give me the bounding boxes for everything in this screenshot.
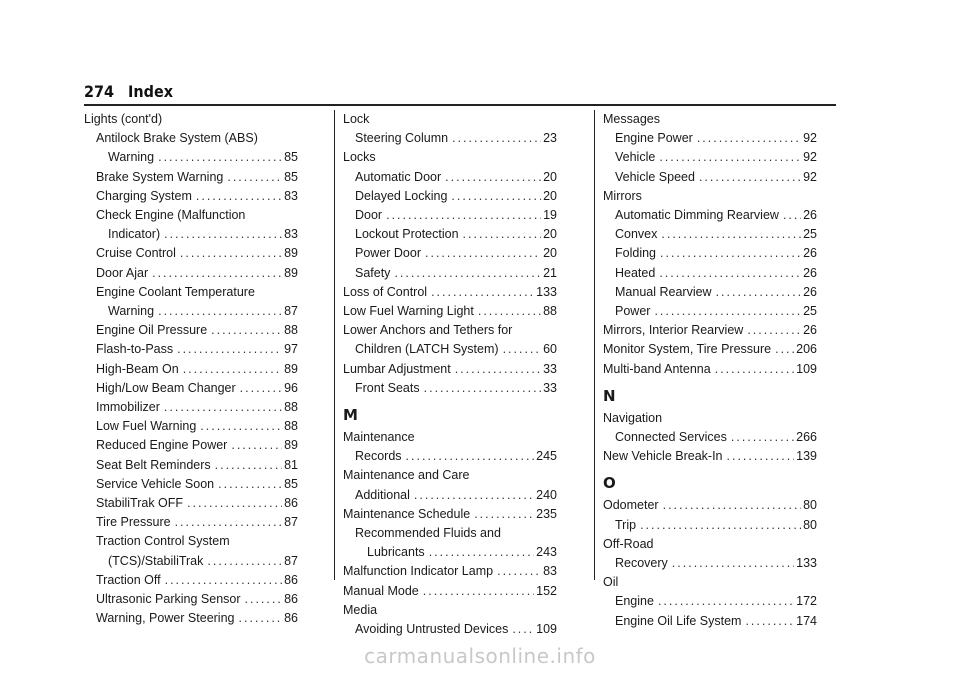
index-column-2: [343, 110, 557, 639]
entry-label: Low Fuel Warning: [96, 419, 197, 434]
entry-page-number: 26: [803, 323, 817, 338]
entry-page-number: 88: [284, 323, 298, 338]
column-divider: [594, 110, 595, 580]
entry-label: Odometer: [603, 498, 659, 513]
entry-page-number: 80: [803, 517, 817, 532]
entry-page-number: 92: [803, 131, 817, 146]
dot-leader: [175, 513, 283, 532]
entry-page-number: 89: [284, 246, 298, 261]
index-entry[interactable]: [84, 417, 298, 436]
index-entry[interactable]: [603, 360, 817, 379]
dot-leader: [658, 592, 794, 611]
entry-page-number: 20: [543, 246, 557, 261]
index-entry[interactable]: [603, 206, 817, 225]
dot-leader: [152, 264, 282, 283]
index-entry[interactable]: [603, 129, 817, 148]
entry-label: Flash-to-Pass: [96, 342, 174, 357]
dot-leader: [211, 321, 282, 340]
dot-leader: [663, 496, 802, 515]
index-entry[interactable]: [343, 379, 557, 398]
entry-label: Malfunction Indicator Lamp: [343, 564, 494, 579]
entry-label: Records: [355, 449, 402, 464]
dot-leader: [451, 187, 541, 206]
entry-page-number: 88: [284, 400, 298, 415]
index-heading: Maintenance and Care: [343, 468, 470, 483]
entry-page-number: 245: [536, 449, 557, 464]
entry-page-number: 20: [543, 227, 557, 242]
index-entry[interactable]: [603, 168, 817, 187]
dot-leader: [231, 436, 282, 455]
index-entry[interactable]: [84, 590, 298, 609]
index-heading: Check Engine (Malfunction: [96, 208, 246, 223]
page-header: [84, 82, 173, 101]
entry-label: Manual Rearview: [615, 284, 712, 299]
entry-label: Charging System: [96, 188, 192, 203]
dot-leader: [183, 360, 282, 379]
entry-label: Power: [615, 304, 651, 319]
index-column-3: [603, 110, 817, 631]
entry-label: Vehicle Speed: [615, 169, 695, 184]
dot-leader: [386, 206, 541, 225]
entry-label: Connected Services: [615, 430, 727, 445]
entry-page-number: 89: [284, 265, 298, 280]
entry-page-number: 83: [284, 188, 298, 203]
entry-page-number: 88: [543, 304, 557, 319]
index-heading: Media: [343, 602, 378, 617]
entry-page-number: 19: [543, 208, 557, 223]
dot-leader: [187, 494, 282, 513]
entry-label: Manual Mode: [343, 583, 419, 598]
entry-label: Traction Off: [96, 572, 161, 587]
entry-label: Trip: [615, 517, 637, 532]
index-entry[interactable]: [343, 283, 557, 302]
index-heading: Lights (cont'd): [84, 112, 163, 126]
index-entry[interactable]: [84, 513, 298, 532]
watermark: carmanualsonline.info: [364, 644, 596, 668]
dot-leader: [503, 340, 542, 359]
entry-page-number: 89: [284, 361, 298, 376]
dot-leader: [452, 129, 541, 148]
index-entry[interactable]: [84, 494, 298, 513]
dot-leader: [158, 302, 282, 321]
index-entry[interactable]: [603, 447, 817, 466]
index-entry[interactable]: [84, 552, 298, 571]
entry-label: Indicator): [108, 227, 161, 242]
entry-page-number: 96: [284, 380, 298, 395]
index-entry[interactable]: [343, 244, 557, 263]
dot-leader: [165, 571, 282, 590]
page-number: 274: [84, 82, 115, 101]
entry-page-number: 85: [284, 476, 298, 491]
entry-label: Warning, Power Steering: [96, 611, 235, 626]
dot-leader: [239, 609, 283, 628]
dot-leader: [431, 283, 534, 302]
entry-label: Mirrors, Interior Rearview: [603, 323, 744, 338]
index-entry[interactable]: [603, 225, 817, 244]
entry-page-number: 86: [284, 496, 298, 511]
index-entry[interactable]: [84, 571, 298, 590]
dot-leader: [207, 552, 282, 571]
entry-page-number: 86: [284, 572, 298, 587]
entry-label: Multi-band Antenna: [603, 361, 711, 376]
entry-page-number: 235: [536, 506, 557, 521]
entry-label: Vehicle: [615, 150, 656, 165]
entry-label: Immobilizer: [96, 400, 160, 415]
index-heading: Recommended Fluids and: [355, 526, 501, 541]
dot-leader: [158, 148, 282, 167]
index-entry[interactable]: [343, 505, 557, 524]
entry-page-number: 80: [803, 498, 817, 513]
entry-label: Lumbar Adjustment: [343, 361, 451, 376]
entry-page-number: 87: [284, 553, 298, 568]
dot-leader: [424, 379, 541, 398]
entry-label: Automatic Door: [355, 169, 442, 184]
entry-page-number: 26: [803, 265, 817, 280]
entry-page-number: 92: [803, 169, 817, 184]
entry-label: Children (LATCH System): [355, 342, 499, 357]
dot-leader: [429, 543, 534, 562]
entry-label: StabiliTrak OFF: [96, 496, 184, 511]
entry-page-number: 266: [796, 430, 817, 445]
index-heading: Lower Anchors and Tethers for: [343, 323, 513, 338]
entry-label: Automatic Dimming Rearview: [615, 208, 779, 223]
entry-label: High-Beam On: [96, 361, 179, 376]
entry-page-number: 152: [536, 583, 557, 598]
entry-label: Seat Belt Reminders: [96, 457, 211, 472]
entry-label: Heated: [615, 265, 656, 280]
dot-leader: [478, 302, 541, 321]
index-entry[interactable]: [84, 609, 298, 628]
index-entry[interactable]: [603, 148, 817, 167]
dot-leader: [745, 612, 794, 631]
entry-page-number: 87: [284, 304, 298, 319]
entry-page-number: 206: [796, 342, 817, 357]
index-entry[interactable]: [84, 436, 298, 455]
dot-leader: [727, 447, 795, 466]
index-entry[interactable]: [84, 456, 298, 475]
entry-page-number: 20: [543, 188, 557, 203]
dot-leader: [474, 505, 534, 524]
entry-page-number: 86: [284, 611, 298, 626]
entry-page-number: 92: [803, 150, 817, 165]
index-entry[interactable]: [343, 447, 557, 466]
entry-page-number: 133: [796, 556, 817, 571]
index-entry[interactable]: [603, 516, 817, 535]
index-entry[interactable]: [84, 244, 298, 263]
section-letter: N: [603, 386, 616, 405]
entry-label: Engine Oil Life System: [615, 613, 742, 628]
index-entry[interactable]: [84, 168, 298, 187]
index-entry[interactable]: [343, 187, 557, 206]
dot-leader: [775, 340, 794, 359]
index-entry[interactable]: [84, 379, 298, 398]
index-entry[interactable]: [603, 321, 817, 340]
dot-leader: [715, 360, 794, 379]
index-entry[interactable]: [343, 129, 557, 148]
entry-page-number: 85: [284, 150, 298, 165]
dot-leader: [196, 187, 282, 206]
entry-page-number: 133: [536, 284, 557, 299]
dot-leader: [716, 283, 802, 302]
dot-leader: [659, 148, 801, 167]
dot-leader: [177, 340, 282, 359]
dot-leader: [200, 417, 282, 436]
dot-leader: [423, 582, 534, 601]
index-heading: Oil: [603, 575, 619, 590]
entry-page-number: 174: [796, 613, 817, 628]
dot-leader: [661, 225, 801, 244]
entry-label: Convex: [615, 227, 658, 242]
index-entry[interactable]: [603, 302, 817, 321]
entry-label: Folding: [615, 246, 656, 261]
dot-leader: [227, 168, 282, 187]
index-entry[interactable]: [84, 360, 298, 379]
entry-page-number: 89: [284, 438, 298, 453]
index-heading: Antilock Brake System (ABS): [96, 131, 258, 146]
entry-label: Engine Power: [615, 131, 693, 146]
entry-label: Lubricants: [367, 545, 425, 560]
entry-label: High/Low Beam Changer: [96, 380, 236, 395]
dot-leader: [731, 428, 794, 447]
entry-label: New Vehicle Break-In: [603, 449, 723, 464]
dot-leader: [406, 447, 535, 466]
entry-label: Service Vehicle Soon: [96, 476, 215, 491]
index-entry[interactable]: [343, 206, 557, 225]
entry-label: Loss of Control: [343, 284, 428, 299]
index-entry[interactable]: [84, 148, 298, 167]
entry-label: Steering Column: [355, 131, 449, 146]
entry-page-number: 26: [803, 246, 817, 261]
section-letter: M: [343, 406, 358, 425]
index-heading: Maintenance: [343, 430, 415, 445]
entry-page-number: 85: [284, 169, 298, 184]
dot-leader: [660, 244, 801, 263]
index-entry[interactable]: [343, 360, 557, 379]
entry-label: Delayed Locking: [355, 188, 448, 203]
index-entry[interactable]: [603, 283, 817, 302]
index-entry[interactable]: [343, 620, 557, 639]
index-entry[interactable]: [343, 340, 557, 359]
entry-page-number: 20: [543, 169, 557, 184]
entry-label: Tire Pressure: [96, 515, 171, 530]
column-divider: [334, 110, 335, 580]
dot-leader: [512, 620, 534, 639]
index-entry[interactable]: [603, 244, 817, 263]
entry-page-number: 240: [536, 487, 557, 502]
entry-label: Monitor System, Tire Pressure: [603, 342, 772, 357]
index-entry[interactable]: [603, 428, 817, 447]
index-entry[interactable]: [343, 562, 557, 581]
entry-page-number: 86: [284, 592, 298, 607]
index-entry[interactable]: [603, 264, 817, 283]
entry-label: Engine: [615, 594, 654, 609]
entry-label: Additional: [355, 487, 410, 502]
entry-page-number: 109: [536, 622, 557, 637]
entry-page-number: 97: [284, 342, 298, 357]
entry-page-number: 87: [284, 515, 298, 530]
index-entry[interactable]: [343, 543, 557, 562]
dot-leader: [654, 302, 801, 321]
index-heading: Navigation: [603, 410, 663, 425]
index-entry[interactable]: [603, 592, 817, 611]
entry-label: Engine Oil Pressure: [96, 323, 208, 338]
index-entry[interactable]: [343, 302, 557, 321]
entry-label: Warning: [108, 304, 155, 319]
dot-leader: [215, 456, 282, 475]
entry-page-number: 83: [543, 564, 557, 579]
dot-leader: [697, 129, 801, 148]
index-entry[interactable]: [84, 302, 298, 321]
dot-leader: [783, 206, 801, 225]
dot-leader: [180, 244, 282, 263]
entry-label: Door: [355, 208, 383, 223]
dot-leader: [245, 590, 283, 609]
page-title: Index: [128, 82, 173, 101]
dot-leader: [425, 244, 541, 263]
header-rule: [84, 104, 836, 106]
entry-page-number: 25: [803, 304, 817, 319]
entry-page-number: 21: [543, 265, 557, 280]
entry-label: Warning: [108, 150, 155, 165]
dot-leader: [463, 225, 542, 244]
index-heading: Mirrors: [603, 188, 642, 203]
index-heading: Lock: [343, 112, 370, 126]
entry-page-number: 172: [796, 594, 817, 609]
entry-label: Recovery: [615, 556, 668, 571]
index-entry[interactable]: [343, 264, 557, 283]
index-entry[interactable]: [84, 264, 298, 283]
dot-leader: [218, 475, 282, 494]
entry-label: Lockout Protection: [355, 227, 459, 242]
index-entry[interactable]: [343, 486, 557, 505]
index-entry[interactable]: [603, 496, 817, 515]
entry-label: Cruise Control: [96, 246, 176, 261]
index-heading: Locks: [343, 150, 376, 165]
index-entry[interactable]: [84, 187, 298, 206]
entry-label: Front Seats: [355, 380, 420, 395]
entry-label: Avoiding Untrusted Devices: [355, 622, 509, 637]
dot-leader: [699, 168, 801, 187]
index-column-1: [84, 110, 298, 628]
section-letter: O: [603, 474, 616, 493]
entry-page-number: 81: [284, 457, 298, 472]
dot-leader: [164, 398, 282, 417]
entry-page-number: 33: [543, 361, 557, 376]
index-entry[interactable]: [343, 225, 557, 244]
entry-page-number: 243: [536, 545, 557, 560]
dot-leader: [445, 168, 541, 187]
index-entry[interactable]: [84, 340, 298, 359]
dot-leader: [747, 321, 801, 340]
index-entry[interactable]: [603, 340, 817, 359]
entry-page-number: 60: [543, 342, 557, 357]
dot-leader: [672, 554, 794, 573]
index-entry[interactable]: [343, 582, 557, 601]
index-entry[interactable]: [84, 475, 298, 494]
dot-leader: [414, 486, 534, 505]
dot-leader: [240, 379, 282, 398]
index-entry[interactable]: [84, 321, 298, 340]
dot-leader: [659, 264, 801, 283]
index-entry[interactable]: [603, 612, 817, 631]
dot-leader: [497, 562, 541, 581]
entry-label: Door Ajar: [96, 265, 149, 280]
index-heading: Off-Road: [603, 536, 654, 551]
entry-label: Safety: [355, 265, 391, 280]
entry-page-number: 139: [796, 449, 817, 464]
dot-leader: [640, 516, 801, 535]
entry-page-number: 109: [796, 361, 817, 376]
entry-page-number: 26: [803, 284, 817, 299]
index-heading: Engine Coolant Temperature: [96, 284, 255, 299]
entry-label: (TCS)/StabiliTrak: [108, 553, 204, 568]
entry-label: Power Door: [355, 246, 421, 261]
entry-page-number: 25: [803, 227, 817, 242]
dot-leader: [394, 264, 541, 283]
entry-label: Maintenance Schedule: [343, 506, 471, 521]
entry-label: Ultrasonic Parking Sensor: [96, 592, 241, 607]
entry-label: Low Fuel Warning Light: [343, 304, 474, 319]
entry-page-number: 88: [284, 419, 298, 434]
entry-label: Brake System Warning: [96, 169, 224, 184]
index-heading: Traction Control System: [96, 534, 230, 549]
entry-page-number: 33: [543, 380, 557, 395]
entry-page-number: 83: [284, 227, 298, 242]
index-entry[interactable]: [84, 398, 298, 417]
dot-leader: [455, 360, 541, 379]
entry-page-number: 26: [803, 208, 817, 223]
dot-leader: [164, 225, 282, 244]
index-entry[interactable]: [343, 168, 557, 187]
index-entry[interactable]: [603, 554, 817, 573]
index-heading: Messages: [603, 112, 660, 126]
index-entry[interactable]: [84, 225, 298, 244]
entry-label: Reduced Engine Power: [96, 438, 228, 453]
entry-page-number: 23: [543, 131, 557, 146]
